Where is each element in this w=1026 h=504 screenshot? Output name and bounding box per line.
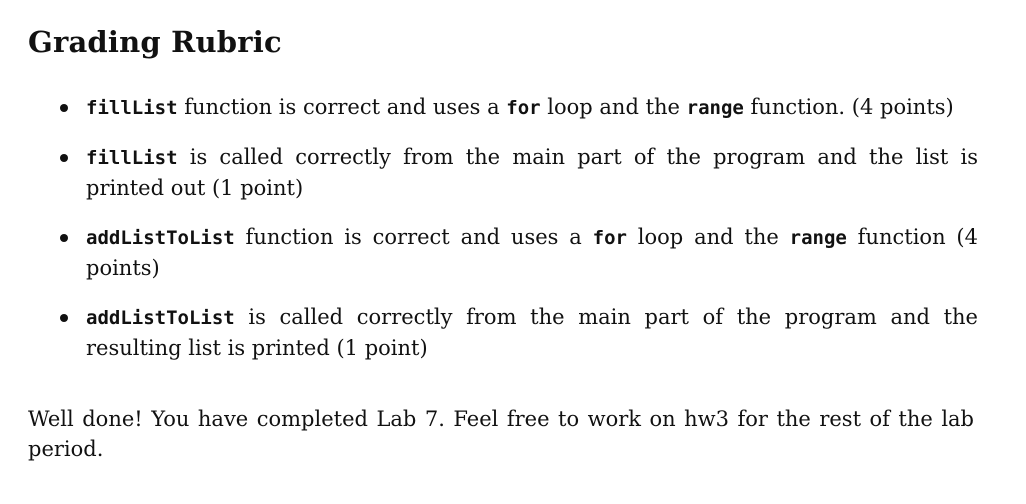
code-term: fillList — [86, 147, 178, 169]
rubric-text: is called correctly from the main part of the program and the list is printed out (1 point) — [86, 145, 978, 200]
rubric-text: loop and the — [626, 225, 790, 249]
section-heading: Grading Rubric — [28, 25, 282, 59]
bullet-icon — [60, 104, 68, 112]
rubric-item — [28, 302, 978, 363]
rubric-text: function is correct and uses a — [177, 95, 507, 119]
closing-paragraph: Well done! You have completed Lab 7. Feel free to work on hw3 for the rest of the lab period. — [28, 407, 974, 461]
code-term: range — [789, 227, 847, 249]
rubric-text: is called correctly from the main part of the program and the resulting list is printed (1 point) — [86, 305, 978, 360]
bullet-icon — [60, 314, 68, 322]
code-term: for — [506, 97, 541, 119]
bullet-icon — [60, 154, 68, 162]
rubric-text: loop and the — [540, 95, 687, 119]
code-term: for — [592, 227, 627, 249]
rubric-list — [28, 92, 978, 363]
rubric-item — [28, 222, 978, 283]
code-term: fillList — [86, 97, 178, 119]
rubric-item — [28, 142, 978, 203]
code-term: addListToList — [86, 307, 235, 329]
bullet-icon — [60, 234, 68, 242]
rubric-item — [28, 92, 978, 123]
rubric-text: function (4 points) — [86, 225, 978, 280]
rubric-text: function is correct and uses a — [234, 225, 593, 249]
code-term: range — [686, 97, 744, 119]
rubric-text: function. (4 points) — [743, 95, 954, 119]
code-term: addListToList — [86, 227, 235, 249]
